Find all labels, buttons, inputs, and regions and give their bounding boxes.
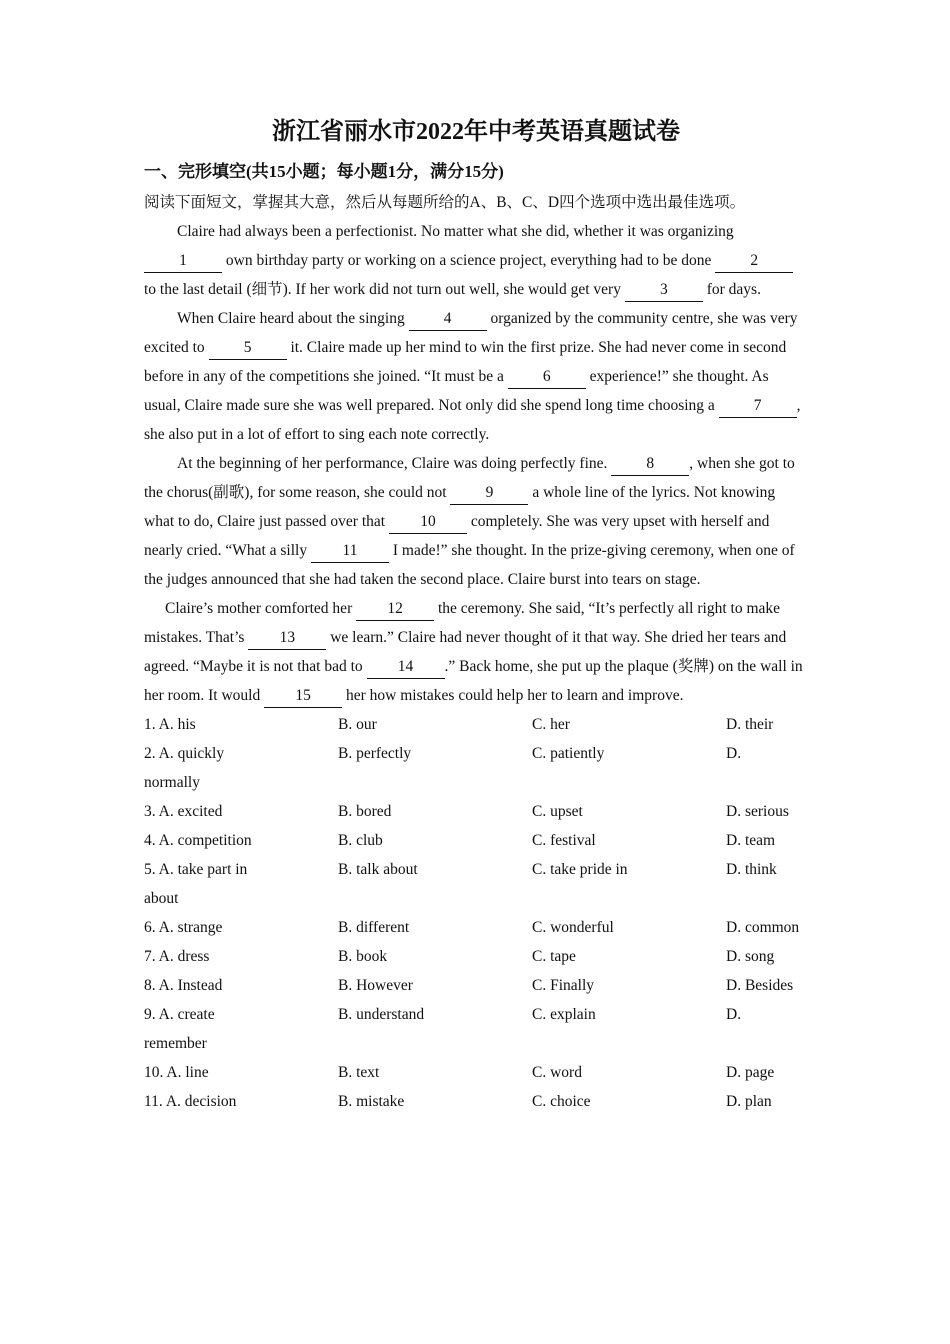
cloze-passage — [144, 217, 808, 710]
option-b: B. However — [338, 977, 413, 994]
passage-text: experience!” she thought. As usual, Claire made sure she was well prepared. Not only did she spend long time choosing a — [144, 368, 769, 414]
passage-text: completely. She was very upset with herself and nearly cried. “What a silly — [144, 513, 770, 559]
page-title: 浙江省丽水市2022年中考英语真题试卷 — [272, 119, 680, 145]
passage-text: Claire had always been a perfectionist. No matter what she did, whether it was organizing — [177, 223, 734, 240]
passage-text: At the beginning of her performance, Claire was doing perfectly fine. — [177, 455, 612, 472]
option-b: B. book — [338, 948, 388, 965]
option-a: 8. A. Instead — [144, 977, 223, 994]
blank-11: 11 — [311, 540, 389, 563]
option-a: 7. A. dress — [144, 948, 210, 965]
passage-text: the ceremony. She said, “It’s perfectly all right to make mistakes. That’s — [144, 600, 781, 646]
passage-text: When Claire heard about the singing — [177, 310, 409, 327]
option-d: D. song — [726, 948, 775, 965]
question-row-10 — [144, 1058, 808, 1087]
blank-15: 15 — [264, 685, 342, 708]
passage-text: to the last detail (细节). If her work did not turn out well, she would get very — [144, 281, 625, 298]
option-b: B. perfectly — [338, 745, 412, 762]
option-c: C. Finally — [532, 977, 595, 994]
blank-13: 13 — [248, 627, 326, 650]
blank-14: 14 — [367, 656, 445, 679]
option-b: B. understand — [338, 1006, 425, 1023]
question-row-7 — [144, 942, 808, 971]
option-c: C. her — [532, 716, 570, 733]
passage-text: , she also put in a lot of effort to sing each note correctly. — [144, 397, 801, 443]
section-heading: 一、完形填空(共15小题；每小题1分，满分15分) — [144, 162, 504, 181]
option-a: 3. A. excited — [144, 803, 223, 820]
passage-text: a whole line of the lyrics. Not knowing what to do, Claire just passed over that — [144, 484, 776, 530]
option-d: D. team — [726, 832, 776, 849]
option-c: C. tape — [532, 948, 576, 965]
passage-paragraph-4 — [144, 594, 808, 710]
question-row-4 — [144, 826, 808, 855]
blank-5: 5 — [209, 337, 287, 360]
passage-paragraph-1 — [144, 217, 808, 304]
passage-paragraph-3 — [144, 449, 808, 594]
option-a: 11. A. decision — [144, 1093, 237, 1110]
option-d: D. think — [726, 861, 777, 878]
question-row-6 — [144, 913, 808, 942]
option-b: B. bored — [338, 803, 392, 820]
option-a: 5. A. take part in — [144, 861, 248, 878]
blank-1: 1 — [144, 250, 222, 273]
question-row-8 — [144, 971, 808, 1000]
option-b: B. our — [338, 716, 377, 733]
blank-8: 8 — [611, 453, 689, 476]
question-row-1 — [144, 710, 808, 739]
option-d: D. Besides — [726, 977, 794, 994]
option-c: C. wonderful — [532, 919, 614, 936]
section-instruction: 阅读下面短文，掌握其大意，然后从每题所给的A、B、C、D四个选项中选出最佳选项。 — [144, 194, 746, 211]
option-b: B. different — [338, 919, 410, 936]
blank-6: 6 — [508, 366, 586, 389]
option-b: B. text — [338, 1064, 380, 1081]
option-b: B. talk about — [338, 861, 418, 878]
option-d: D. plan — [726, 1093, 772, 1110]
question-row-2 — [144, 739, 808, 797]
option-d-continued: about — [144, 890, 179, 907]
blank-7: 7 — [719, 395, 797, 418]
question-row-11 — [144, 1087, 808, 1116]
option-a: 10. A. line — [144, 1064, 209, 1081]
passage-text: I made!” she thought. In the prize-giving ceremony, when one of the judges announced that she had taken the second place. Claire burst into tears on stage. — [144, 542, 795, 588]
passage-text: , when she got to the chorus(副歌), for some reason, she could not — [144, 455, 795, 501]
option-c: C. upset — [532, 803, 583, 820]
passage-text: her how mistakes could help her to learn and improve. — [342, 687, 684, 704]
exam-page — [144, 112, 808, 1116]
option-c: C. festival — [532, 832, 596, 849]
option-d: D. serious — [726, 803, 789, 820]
option-d: D. — [726, 1006, 742, 1023]
question-row-5 — [144, 855, 808, 913]
option-d: D. — [726, 745, 742, 762]
option-a: 6. A. strange — [144, 919, 223, 936]
blank-9: 9 — [450, 482, 528, 505]
passage-text: we learn.” Claire had never thought of it that way. She dried her tears and agreed. “Maybe it is not that bad to — [144, 629, 787, 675]
option-d-continued: remember — [144, 1035, 207, 1052]
blank-2: 2 — [715, 250, 793, 273]
blank-3: 3 — [625, 279, 703, 302]
option-b: B. club — [338, 832, 383, 849]
option-c: C. choice — [532, 1093, 591, 1110]
option-a: 2. A. quickly — [144, 745, 225, 762]
option-c: C. take pride in — [532, 861, 628, 878]
question-row-3 — [144, 797, 808, 826]
option-a: 4. A. competition — [144, 832, 252, 849]
blank-12: 12 — [356, 598, 434, 621]
option-b: B. mistake — [338, 1093, 405, 1110]
question-row-9 — [144, 1000, 808, 1058]
option-c: C. explain — [532, 1006, 596, 1023]
option-c: C. patiently — [532, 745, 605, 762]
passage-text: Claire’s mother comforted her — [165, 600, 357, 617]
passage-text: for days. — [702, 281, 761, 298]
option-a: 1. A. his — [144, 716, 196, 733]
blank-4: 4 — [409, 308, 487, 331]
option-d: D. page — [726, 1064, 775, 1081]
passage-text: own birthday party or working on a science project, everything had to be done — [222, 252, 716, 269]
passage-text: it. Claire made up her mind to win the first prize. She had never come in second before in any of the competitions she joined. “It must be a — [144, 339, 787, 385]
passage-paragraph-2 — [144, 304, 808, 449]
option-d-continued: normally — [144, 774, 200, 791]
blank-10: 10 — [389, 511, 467, 534]
question-options — [144, 710, 808, 1116]
option-a: 9. A. create — [144, 1006, 215, 1023]
option-d: D. common — [726, 919, 800, 936]
passage-text: organized by the community centre, she was very excited to — [144, 310, 798, 356]
option-d: D. their — [726, 716, 774, 733]
option-c: C. word — [532, 1064, 582, 1081]
passage-text: .” Back home, she put up the plaque (奖牌) on the wall in her room. It would — [144, 658, 803, 704]
